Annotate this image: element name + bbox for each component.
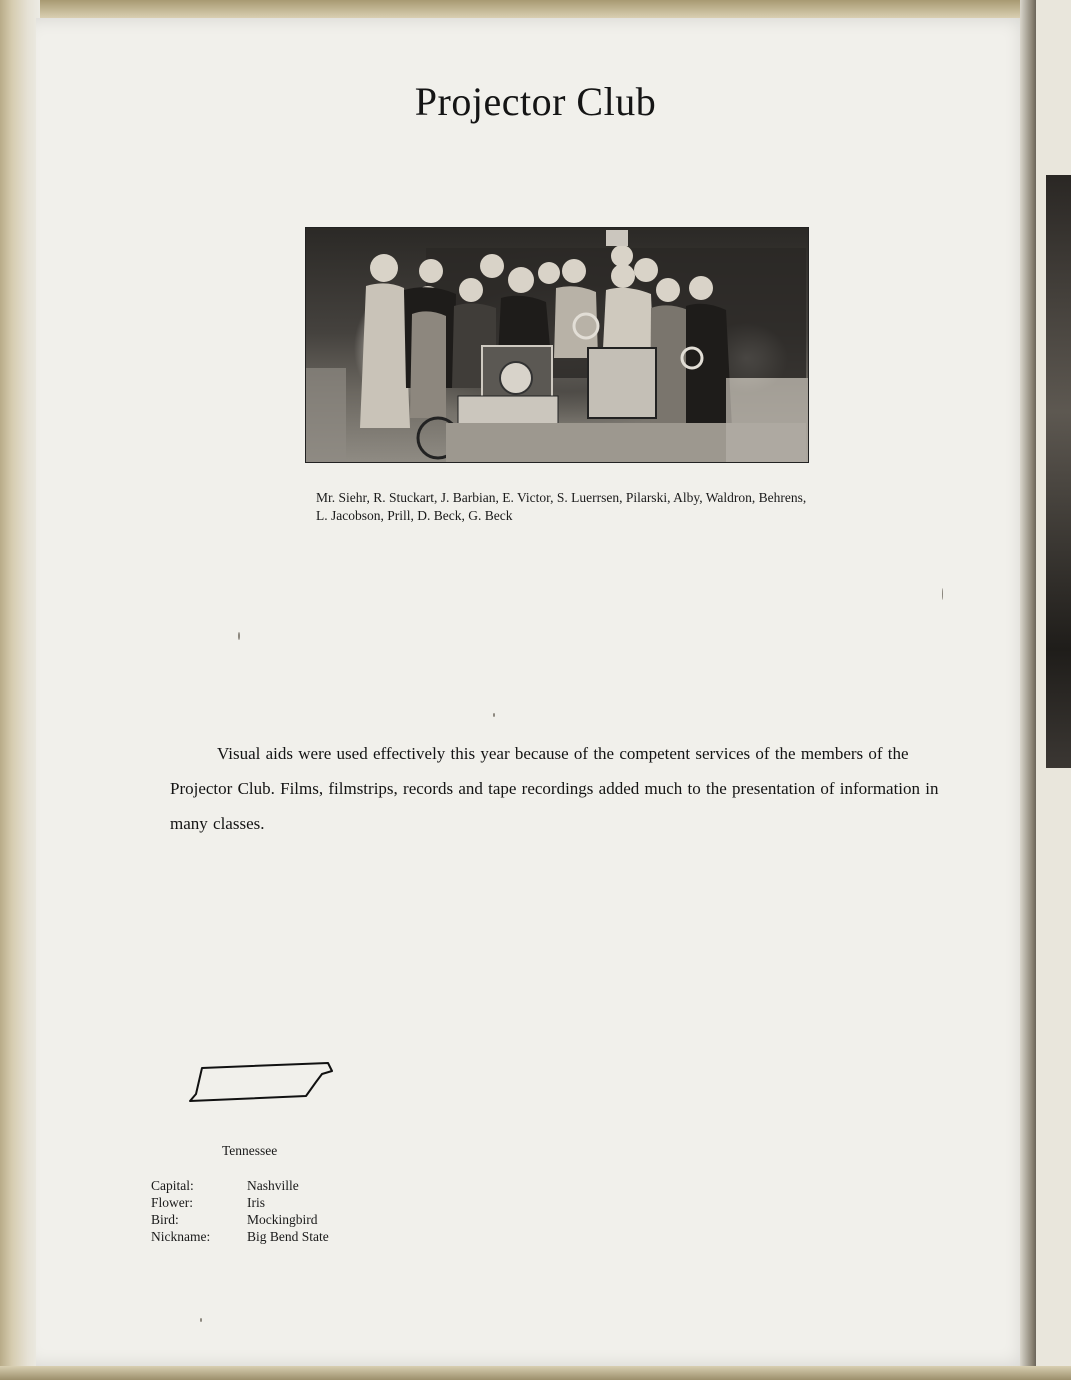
paper-speck — [238, 632, 240, 640]
fact-label: Flower: — [151, 1195, 193, 1210]
tennessee-outline-icon — [188, 1058, 338, 1108]
paper-speck — [200, 1318, 202, 1322]
yearbook-page — [36, 18, 1034, 1366]
state-facts — [151, 1177, 329, 1245]
paper-speck — [942, 588, 943, 600]
fact-capital — [151, 1177, 329, 1194]
photo-caption: Mr. Siehr, R. Stuckart, J. Barbian, E. Victor, S. Luerrsen, Pilarski, Alby, Waldron, Behrens, L. Jacobson, Prill, D. Beck, G. Beck — [316, 490, 807, 523]
fact-label: Bird: — [151, 1212, 179, 1227]
fact-nickname — [151, 1228, 329, 1245]
fact-bird — [151, 1211, 329, 1228]
fact-label: Capital: — [151, 1178, 194, 1193]
fact-value: Big Bend State — [247, 1229, 329, 1244]
club-group-photo — [305, 227, 809, 463]
photo-figures — [306, 228, 808, 462]
page-title: Projector Club — [414, 79, 657, 124]
state-name: Tennessee — [222, 1143, 278, 1158]
fact-value: Mockingbird — [247, 1212, 318, 1227]
fact-value: Nashville — [247, 1178, 299, 1193]
page-stack-edge — [0, 0, 40, 1380]
paper-speck — [493, 713, 495, 717]
fact-label: Nickname: — [151, 1229, 211, 1244]
scan-bottom-edge — [0, 1366, 1071, 1380]
facing-page-photo-edge — [1046, 175, 1071, 768]
fact-flower — [151, 1194, 329, 1211]
fact-value: Iris — [247, 1195, 265, 1210]
scan-top-edge — [0, 0, 1071, 18]
body-paragraph: Visual aids were used effectively this year because of the competent services of the members of the Projector Club. Films, filmstrips, records and tape recordings added much to the presentation of information in many classes. — [170, 744, 939, 833]
